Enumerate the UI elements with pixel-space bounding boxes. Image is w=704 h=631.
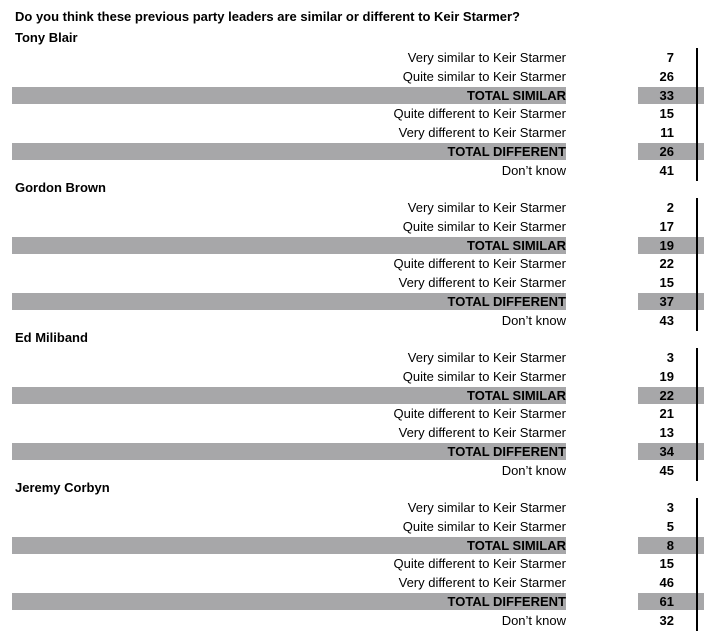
response-label: Quite similar to Keir Starmer [402,68,566,84]
total-row [0,236,704,255]
response-value: 13 [659,425,674,441]
response-label: TOTAL SIMILAR [467,387,566,403]
column-divider [696,198,698,331]
table-row [0,423,704,442]
table-row [0,404,704,423]
response-label: Don’t know [501,162,566,178]
response-value: 61 [659,593,674,609]
response-value: 3 [666,350,674,365]
response-value: 11 [660,125,674,141]
response-value: 33 [659,87,674,103]
response-value: 15 [659,106,674,122]
leader-name: Jeremy Corbyn [15,480,110,495]
page-title: Do you think these previous party leaders are similar or different to Keir Starmer? [15,9,520,24]
table-row [0,254,704,273]
response-label: Very similar to Keir Starmer [407,500,566,515]
response-value: 19 [659,237,674,253]
table-row [0,67,704,86]
response-value: 7 [666,50,674,65]
response-label: Quite different to Keir Starmer [393,556,566,572]
response-rows [0,198,704,330]
response-label: Very similar to Keir Starmer [407,200,566,215]
response-value: 45 [659,462,674,478]
table-row [0,348,704,367]
response-value: 15 [659,275,674,291]
table-row [0,311,704,330]
table-row [0,217,704,236]
table-row [0,498,704,517]
response-value: 21 [659,406,674,422]
table-row [0,517,704,536]
table-row [0,554,704,573]
table-row [0,611,704,630]
response-value: 19 [659,368,674,384]
response-label: Very different to Keir Starmer [398,575,566,591]
table-row [0,48,704,67]
response-value: 32 [659,612,674,628]
response-value: 3 [666,500,674,515]
response-label: Quite different to Keir Starmer [393,106,566,122]
response-value: 22 [659,256,674,272]
column-divider [696,348,698,481]
response-value: 26 [659,143,674,159]
column-divider [696,48,698,181]
table-row [0,198,704,217]
total-row [0,292,704,311]
response-label: TOTAL DIFFERENT [447,293,566,309]
response-label: Very different to Keir Starmer [398,125,566,141]
response-value: 22 [659,387,674,403]
response-value: 5 [666,518,674,534]
response-label: TOTAL DIFFERENT [447,143,566,159]
response-label: Quite similar to Keir Starmer [402,518,566,534]
response-value: 17 [659,218,674,234]
response-label: Quite different to Keir Starmer [393,406,566,422]
table-row [0,273,704,292]
response-label: Don’t know [501,312,566,328]
response-value: 41 [659,162,674,178]
response-label: TOTAL SIMILAR [467,237,566,253]
response-value: 15 [659,556,674,572]
response-value: 43 [659,312,674,328]
leader-name: Gordon Brown [15,180,106,195]
response-value: 8 [666,537,674,553]
table-row [0,367,704,386]
total-row [0,142,704,161]
response-rows [0,348,704,480]
response-label: Very similar to Keir Starmer [407,50,566,65]
response-value: 26 [659,68,674,84]
response-rows [0,498,704,630]
leader-name: Ed Miliband [15,330,88,345]
table-row [0,161,704,180]
response-label: Very similar to Keir Starmer [407,350,566,365]
response-label: Very different to Keir Starmer [398,425,566,441]
response-label: Don’t know [501,462,566,478]
response-label: Quite different to Keir Starmer [393,256,566,272]
response-label: Very different to Keir Starmer [398,275,566,291]
response-label: TOTAL DIFFERENT [447,443,566,459]
response-label: Don’t know [501,612,566,628]
response-value: 34 [659,443,674,459]
response-value: 2 [666,200,674,215]
table-row [0,573,704,592]
response-rows [0,48,704,180]
total-row [0,536,704,555]
table-row [0,461,704,480]
leader-name: Tony Blair [15,30,78,45]
response-label: TOTAL SIMILAR [467,537,566,553]
total-row [0,442,704,461]
column-divider [696,498,698,631]
table-row [0,104,704,123]
response-label: Quite similar to Keir Starmer [402,368,566,384]
response-label: TOTAL DIFFERENT [447,593,566,609]
response-label: TOTAL SIMILAR [467,87,566,103]
total-row [0,86,704,105]
table-row [0,123,704,142]
total-row [0,592,704,611]
total-row [0,386,704,405]
response-label: Quite similar to Keir Starmer [402,218,566,234]
response-value: 46 [659,575,674,591]
response-value: 37 [659,293,674,309]
